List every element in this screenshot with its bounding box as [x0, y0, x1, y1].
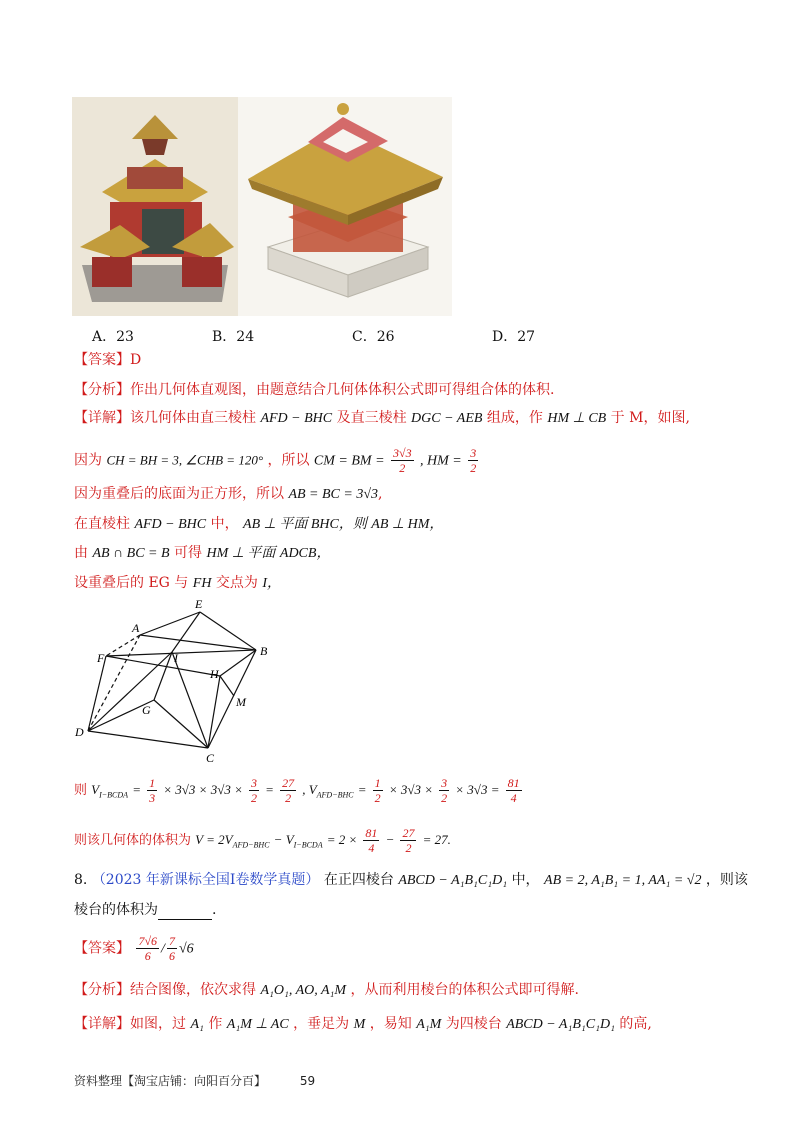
- page-footer: [74, 1072, 315, 1089]
- choice-a: A．23: [92, 329, 134, 345]
- choice-d: D．27: [492, 329, 536, 345]
- page-number: 59: [299, 1074, 316, 1088]
- label-H: H: [210, 667, 219, 681]
- q8-detail: 【详解】如图，过 A₁ 作 A₁M ⊥ AC ，垂足为 M ，易知 A₁M 为四棱台 ABCD − A₁B₁C₁D₁ 的高,: [74, 1016, 652, 1032]
- q8-analysis: 【分析】结合图像，依次求得 A₁O₁, AO, A₁M ，从而利用棱台的体积公式即可得解.: [74, 982, 579, 998]
- label-I: I: [174, 651, 178, 665]
- tower-model-image: [238, 97, 452, 316]
- q7-detail-5: 由 AB ∩ BC = B 可得 HM ⊥ 平面 ADCB，: [74, 545, 331, 561]
- choice-c: C．26: [352, 329, 395, 345]
- q7-detail-8: 则该几何体的体积为 $V = 2V_{AFD-BHC} - V_{I-BCDA} = 2$ × $\frac{81}{4}$ − $\frac{27}{2}$ = 27.: [74, 826, 451, 855]
- label-D: D: [75, 725, 84, 739]
- edge-EA: [140, 612, 200, 635]
- q7-analysis: 【分析】作出几何体直观图，由题意结合几何体体积公式即可得组合体的体积.: [74, 382, 555, 398]
- label-B: B: [260, 644, 268, 658]
- q8-stem-2: 棱台的体积为 .: [74, 902, 217, 918]
- choice-b: B．24: [212, 329, 255, 345]
- label-C: C: [206, 751, 215, 765]
- answer-blank[interactable]: [158, 905, 212, 920]
- footer-source: 资料整理【淘宝店铺：向阳百分百】: [74, 1074, 267, 1088]
- tower-cutaway-image: [72, 97, 238, 316]
- edge-IG: [154, 652, 172, 700]
- q7-answer: 【答案】D: [74, 352, 142, 368]
- q7-detail-1: 【详解】该几何体由直三棱柱 AFD − BHC 及直三棱柱 DGC − AEB 组成，作 HM ⊥ CB 于 M，如图,: [74, 410, 690, 426]
- label-A: A: [132, 621, 140, 635]
- q7-detail-3: 因为重叠后的底面为正方形，所以 AB = BC = 3√3,: [74, 486, 383, 502]
- q7-detail-7: 则 $V_{I-BCDA}$ = $\frac{1}{3}$ × 3√3 × 3√3 × $\frac{3}{2}$ = $\frac{27}{2}$ , $V_{AFD-BHC}$ = $\frac{1}{2}$ × 3√3 × $\frac{3}{2}$ × 3√3 = $\frac{81}{4}$: [74, 776, 520, 805]
- label-G: G: [142, 703, 151, 717]
- label-F: F: [97, 651, 105, 665]
- prism-diagram: [70, 596, 290, 766]
- q7-detail-6: 设重叠后的 EG 与 FH 交点为 I，: [74, 575, 282, 591]
- edge-GC: [154, 700, 208, 748]
- edge-FD: [88, 656, 106, 731]
- q7-detail-4: 在直棱柱 AFD − BHC 中， AB ⊥ 平面 BHC，则 AB ⊥ HM，: [74, 516, 444, 532]
- edge-BH: [220, 650, 256, 676]
- q7-detail-2: 因为 CH = BH = 3, ∠CHB = 120° ，所以 CM = BM = $\frac{3√3}{2}$ , HM = $\frac{3}{2}$: [74, 446, 477, 475]
- label-M: M: [236, 695, 246, 709]
- edge-HM: [220, 676, 234, 696]
- q8-stem-1: 8. （2023 年新课标全国Ⅰ卷数学真题） 在正四棱台 ABCD − A₁B₁C₁D₁ 中， AB = 2, A₁B₁ = 1, AA₁ = √2 ，则该: [74, 872, 748, 888]
- q8-answer: 【答案】 $\frac{7√6}{6}$ / $\frac{7}{6}$ √6: [74, 934, 194, 963]
- edge-HC: [208, 676, 220, 748]
- edge-AB: [140, 635, 256, 650]
- edge-IC: [172, 652, 208, 748]
- edge-AD: [88, 635, 140, 731]
- edge-DC: [88, 731, 208, 748]
- label-E: E: [195, 597, 203, 611]
- edge-BC: [208, 650, 256, 748]
- edge-AF: [106, 635, 140, 656]
